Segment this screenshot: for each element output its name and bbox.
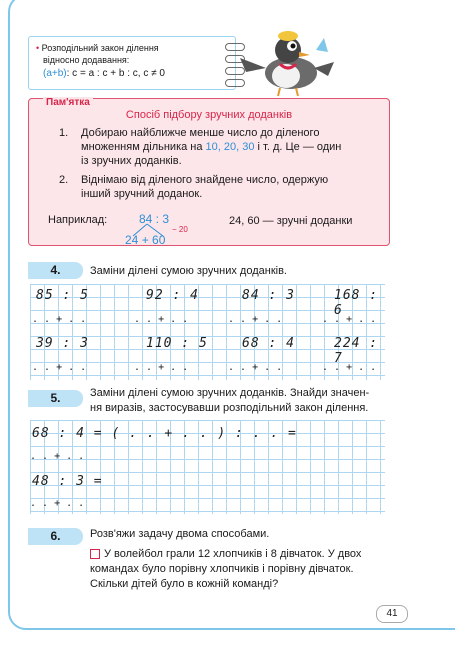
example-minus: − 20 [172, 225, 188, 234]
task4-expr: 85 : 5 [36, 288, 89, 303]
task4-grid[interactable] [30, 284, 385, 380]
task4-expr: 92 : 4 [146, 288, 199, 303]
task4-plus: . . + . . [134, 314, 189, 325]
task6-number: 6. [28, 528, 83, 545]
magpie-illustration [236, 28, 336, 98]
memo-item1-line3: із зручних доданків. [81, 155, 182, 167]
memo-title: Спосіб підбору зручних доданків [125, 109, 293, 121]
task4-expr: 84 : 3 [242, 288, 295, 303]
rule-line1: Розподільний закон ділення [41, 43, 159, 53]
task5-line2: ня виразів, застосувавши розподільний закон ділення. [90, 402, 369, 414]
memo-item1-num: 1. [59, 127, 69, 139]
task5-expr1: 68 : 4 = ( . . + . . ) : . . = [32, 426, 297, 441]
memo-tag: Пам'ятка [43, 97, 93, 108]
task6-text: Розв'яжи задачу двома способами. [90, 528, 270, 540]
task4-expr: 39 : 3 [36, 336, 89, 351]
page-number: 41 [376, 605, 408, 623]
memo-item2-line2: інший зручний доданок. [81, 188, 203, 200]
task4-expr: 168 : 6 [334, 288, 379, 318]
task4-plus: . . + . . [228, 362, 283, 373]
task4-plus: . . + . . [134, 362, 189, 373]
example-sum-b: + 60 [138, 233, 166, 247]
task4-expr: 224 : 7 [334, 336, 379, 366]
memo-item1-line2c: і т. д. Це — один [254, 141, 342, 153]
rule-line2: відносно додавання: [43, 55, 130, 65]
memo-item1-line2a: множенням дільника на [81, 141, 206, 153]
checkbox-icon[interactable] [90, 549, 100, 559]
task4-plus: . . + . . [322, 314, 377, 325]
example-result: 24, 60 — зручні доданки [229, 215, 353, 227]
rule-formula-b: : c = a : c + b : c, [66, 68, 141, 79]
memo-item2-line1: Віднімаю від діленого знайдене число, одержую [81, 174, 329, 186]
rule-formula-c: c ≠ 0 [140, 68, 165, 79]
task6-problem-line1: У волейбол грали 12 хлопчиків і 8 дівчаток. У двох [104, 548, 362, 560]
task4-text: Заміни ділені сумою зручних доданків. [90, 265, 287, 277]
task5-expr2: 48 : 3 = [32, 474, 103, 489]
memo-item2-num: 2. [59, 174, 69, 186]
task5-grid[interactable] [30, 420, 385, 514]
memo-item1-line2b: 10, 20, 30 [205, 141, 255, 153]
task5-plus: . . + . . [30, 498, 85, 509]
rule-note: • Розподільний закон ділення відносно додавання: (a+b): c = a : c + b : c, c ≠ 0 [28, 36, 236, 90]
task5-plus: . . + . . [30, 451, 85, 462]
task6-problem-line2: командах було порівну хлопчиків і порівну дівчаток. [90, 563, 354, 575]
task4-number: 4. [28, 262, 83, 279]
task4-expr: 110 : 5 [146, 336, 208, 351]
task4-plus: . . + . . [228, 314, 283, 325]
memo-box [28, 98, 390, 246]
task4-plus: . . + . . [322, 362, 377, 373]
task4-expr: 68 : 4 [242, 336, 295, 351]
example-label: Наприклад: [48, 214, 108, 226]
task4-plus: . . + . . [32, 362, 87, 373]
task4-plus: . . + . . [32, 314, 87, 325]
example-expression: 84 : 3 [139, 212, 170, 226]
task6-problem-line3: Скільки дітей було в кожній команді? [90, 578, 279, 590]
rule-formula-a: (a+b) [43, 68, 67, 79]
example-sum-a: 24 [125, 233, 139, 247]
memo-item1-line1: Добираю найближче менше число до діленого [81, 127, 320, 139]
task5-number: 5. [28, 390, 83, 407]
task5-line1: Заміни ділені сумою зручних доданків. Знайди значен- [90, 387, 370, 399]
